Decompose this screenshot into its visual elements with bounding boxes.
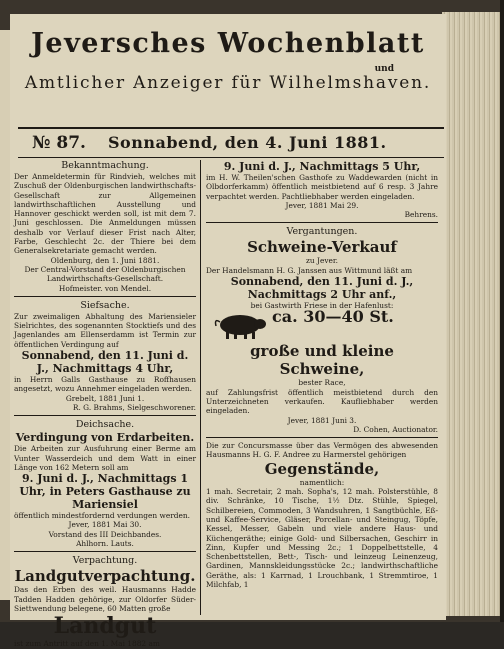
notice-text: Die Arbeiten zur Ausfuhrung einer Berme am Vunter Wasserdeich und dem Watt in einer Länge von 162 Metern soll am bbox=[14, 444, 196, 472]
notice-signature: Der Central-Vorstand der Oldenburgischen Landwirthschafts-Gesellschaft. bbox=[24, 264, 186, 284]
divider bbox=[14, 551, 196, 552]
notice-names: Ahlhorn. Lauts. bbox=[76, 539, 134, 549]
notice-heading: Deichsache. bbox=[75, 419, 135, 431]
notice-date: Jever, 1881 Juni 3. bbox=[287, 415, 357, 425]
notice-large-word: Landgut bbox=[53, 613, 157, 640]
divider bbox=[14, 296, 196, 297]
notice-text: Die zur Concursmasse über das Vermögen des abwesenden Hausmanns H. G. F. Andree zu Harmerstel gehörigen bbox=[206, 441, 438, 460]
notice-subheading: namentlich: bbox=[299, 477, 345, 487]
notice-subheading: bester Race, bbox=[298, 378, 346, 388]
issue-date: Sonnabend, den 4. Juni 1881. bbox=[108, 133, 387, 152]
notice-emphasis: 9. Juni d. J., Nachmittags 5 Uhr, bbox=[223, 160, 421, 173]
notice-signature: Behrens. bbox=[404, 210, 438, 220]
notice-text: im H. W. Theilen'schen Gasthofe zu Waddewarden (nicht in Olbdorferkamm) öffentlich meistbietend auf 6 resp. 3 Jahre verpachtet werden. Pachtliebhaber werden eingeladen. bbox=[206, 173, 438, 201]
previous-page-edge bbox=[0, 30, 10, 600]
notice-date: Grebelt, 1881 Juni 1. bbox=[65, 393, 145, 403]
right-column bbox=[206, 160, 438, 589]
divider bbox=[206, 437, 438, 438]
notice-heading: Siefsache. bbox=[80, 299, 130, 311]
notice-text: Das den Erben des weil. Hausmanns Hadde Tadden Hadden gehörige, zur Oldorfer Süder-Siettwendung belegene, 60 Matten große bbox=[14, 585, 196, 613]
pig-icon bbox=[212, 310, 268, 340]
divider bbox=[14, 415, 196, 416]
notice-emphasis: Landgutverpachtung. bbox=[14, 567, 196, 586]
notice-text: öffentlich mindestfordernd verdungen werden. bbox=[14, 511, 190, 521]
masthead bbox=[10, 28, 446, 94]
notice-text: bei Gastwirth Friese in der Hafenlust: bbox=[250, 301, 394, 311]
notice-text: Der Handelsmann H. G. Janssen aus Wittmund läßt am bbox=[206, 265, 413, 275]
notice-text: Zur zweimaligen Abhaltung des Mariensieler Sielrichtes, des sogenannten Stocktiefs und des Jagenlandes am Ellenserdamm ist Termin zur öffentlichen Verdingung auf bbox=[14, 311, 196, 349]
notice-emphasis: Verdingung von Erdarbeiten. bbox=[15, 431, 195, 445]
pig-illustration-row bbox=[206, 307, 438, 342]
notice-subheading: zu Jever. bbox=[306, 256, 338, 266]
notice-signature: D. Cohen, Auctionator. bbox=[353, 424, 438, 434]
notice-date: Oldenburg, den 1. Juni 1881. bbox=[50, 255, 160, 265]
column-divider bbox=[200, 160, 201, 615]
notice-emphasis: 9. Juni d. J., Nachmittags 1 Uhr, in Peters Gasthause zu Mariensiel bbox=[19, 472, 191, 512]
title-connector: und bbox=[374, 64, 394, 74]
notice-text: auf Zahlungsfrist öffentlich meistbietend durch den Unterzeichneten verkaufen. Kaufliebhaber werden eingeladen. bbox=[206, 387, 438, 416]
notice-emphasis: Gegenstände, bbox=[264, 459, 380, 478]
notice-text: Der Anmeldetermin für Rindvieh, welches mit Zuschuß der Oldenburgischen landwirthschafts-Gesellschaft zur Allgemeinen landwirthschaftlichen Ausstellung und Hannover geschickt werden soll, ist mit dem 7. Juni geschlossen. Die Anmeldungen müssen deshalb vor Verlauf dieser Frist nach Alter, Farbe, Geschlecht 2c. der Thiere bei dem Generalsekretariate gemacht werden. bbox=[14, 172, 196, 256]
left-column bbox=[14, 160, 196, 649]
newspaper-subtitle: Amtlicher Anzeiger für Wilhelmshaven. bbox=[24, 73, 432, 93]
page-stack-edge bbox=[442, 12, 500, 616]
notice-text: in Herrn Galls Gasthause zu Roffhausen angesetzt, wozu Annehmer eingeladen werden. bbox=[14, 375, 196, 394]
notice-heading: Verpachtung. bbox=[72, 555, 138, 567]
divider bbox=[206, 222, 438, 223]
newspaper-page bbox=[10, 14, 446, 649]
notice-date: Jever, 1881 Mai 30. bbox=[68, 520, 142, 530]
pig-count: ca. 30—40 St. bbox=[272, 307, 394, 327]
notice-emphasis: große und kleine Schweine, bbox=[250, 342, 394, 379]
notice-text: ist zum Antritt auf den 1. Mai 1882 am bbox=[14, 639, 160, 649]
notice-emphasis: Sonnabend, den 11. Juni d. J., Nachmittags 2 Uhr anf., bbox=[230, 275, 414, 302]
issue-number: № 87. bbox=[32, 133, 86, 153]
dateline bbox=[18, 127, 444, 158]
section-heading: Vergantungen. bbox=[286, 226, 358, 238]
notice-names: Hofmeister. von Mendel. bbox=[58, 283, 152, 293]
book-spine bbox=[500, 0, 504, 622]
notice-heading: Bekanntmachung. bbox=[61, 160, 149, 171]
notice-emphasis: Sonnabend, den 11. Juni d. J., Nachmittags 4 Uhr, bbox=[21, 349, 189, 376]
notice-date: Jever, 1881 Mai 29. bbox=[285, 200, 359, 210]
notice-signature: Vorstand des III Deichbandes. bbox=[48, 529, 162, 539]
notice-emphasis: Schweine-Verkauf bbox=[247, 238, 397, 257]
notice-item-list: 1 mah. Secretair, 2 mah. Sopha's, 12 mah. Polsterstühle, 8 div. Schränke, 10 Tische, 1½ Dtz. Stühle, Spiegel, Schilbereien, Commoden, 3 Wandsuhren, 1 Sangtbüchle, Eß- und Kaffee-Service, Gläser, Porcellan- und Steingug, Töpfe, Kessel, Messer, Gabeln und viele andere Haus- und Küchengeräthe; einige Gold- und Silbersachen, Geschirr in Zinn, Kupfer und Messing 2c.; 1 Doppelbettstelle, 4 Schenbettstellen, Bett-, Tisch- und leinzeug Leinenzeug, Gardinen, Mannskleidungsstücke 2c.; landwirthschaftliche Geräthe, als: 1 Karrnad, 1 Lrouchbank, 1 Stremmtiroe, 1 Milchfab, 1 bbox=[206, 487, 438, 590]
newspaper-title: Jeversches Wochenblatt bbox=[31, 28, 425, 59]
notice-signature: R. G. Brahms, Sielgeschworener. bbox=[72, 402, 196, 412]
